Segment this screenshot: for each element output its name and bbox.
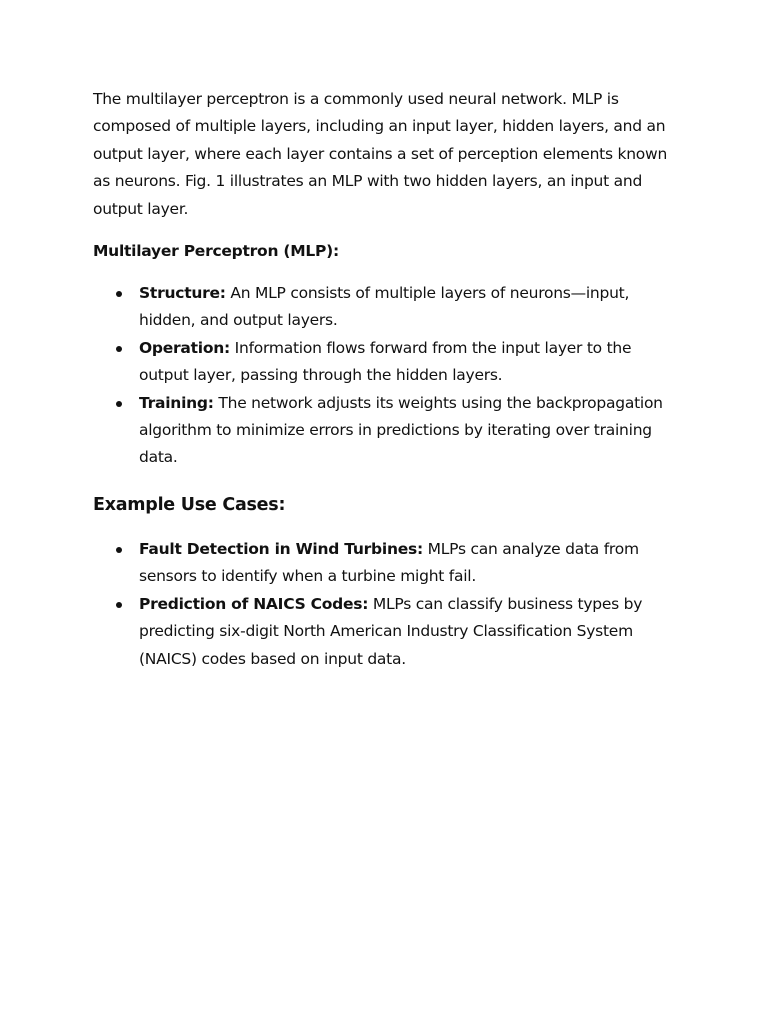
bullet-text: Information flows forward from the input layer to the output layer, passing through the hidden layers. — [139, 338, 632, 385]
list-item — [93, 536, 683, 591]
bullet-text: MLPs can classify business types by predicting six-digit North American Industry Classification System (NAICS) codes based on input data. — [139, 594, 643, 668]
list-item — [93, 335, 683, 390]
use-cases-bullet-list — [93, 536, 683, 673]
list-item — [93, 591, 683, 673]
bullet-icon — [116, 346, 122, 352]
use-cases-heading: Example Use Cases: — [93, 494, 286, 515]
bullet-term: Fault Detection in Wind Turbines: — [139, 539, 423, 558]
bullet-icon — [116, 602, 122, 608]
bullet-text: MLPs can analyze data from sensors to identify when a turbine might fail. — [139, 539, 639, 586]
list-item — [93, 280, 683, 335]
bullet-icon — [116, 291, 122, 297]
bullet-term: Operation: — [139, 338, 230, 357]
mlp-bullet-list — [93, 280, 683, 472]
bullet-term: Training: — [139, 393, 214, 412]
bullet-text: An MLP consists of multiple layers of neurons—input, hidden, and output layers. — [139, 284, 630, 330]
bullet-term: Prediction of NAICS Codes: — [139, 594, 369, 613]
bullet-icon — [116, 401, 122, 407]
bullet-text: The network adjusts its weights using the backpropagation algorithm to minimize errors in predictions by iterating over training data. — [139, 393, 663, 467]
document-page — [93, 86, 683, 673]
bullet-term: Structure: — [139, 284, 226, 303]
mlp-heading: Multilayer Perceptron (MLP): — [93, 242, 339, 261]
intro-paragraph: The multilayer perceptron is a commonly used neural network. MLP is composed of multiple layers, including an input layer, hidden layers, and an output layer, where each layer contains a set of perception elements known as neurons. Fig. 1 illustrates an MLP with two hidden layers, an input and output layer. — [93, 90, 668, 218]
list-item — [93, 390, 683, 472]
bullet-icon — [116, 547, 122, 553]
